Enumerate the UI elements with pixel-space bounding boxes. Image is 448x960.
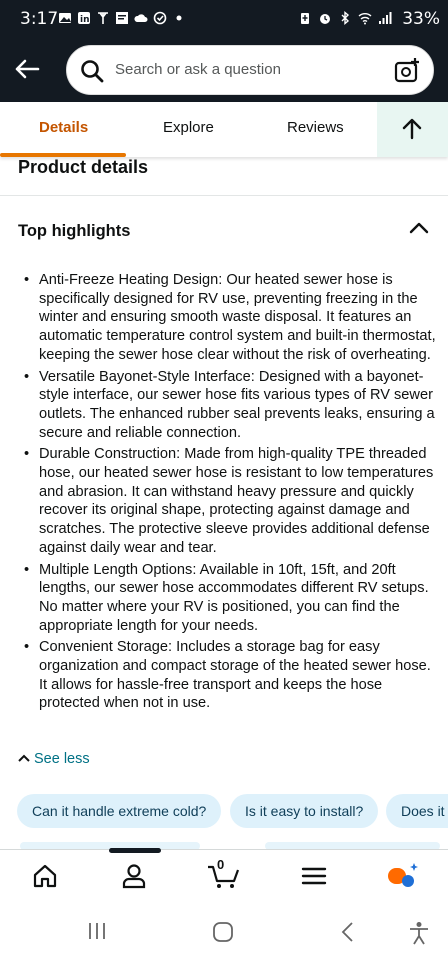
- signal-icon: [378, 11, 392, 25]
- top-highlights-heading[interactable]: Top highlights: [18, 222, 131, 240]
- bluetooth-icon: [338, 11, 352, 25]
- caret-up-icon: [18, 753, 30, 763]
- back-button-icon[interactable]: [338, 921, 358, 943]
- dot-icon: [172, 11, 186, 25]
- app-notification-icon: [115, 11, 129, 25]
- linkedin-icon: [77, 11, 91, 25]
- accessibility-icon[interactable]: [408, 921, 430, 945]
- question-chip[interactable]: Does it: [386, 794, 448, 828]
- battery-saver-icon: [298, 11, 312, 25]
- cloud-icon: [134, 11, 148, 25]
- question-chip[interactable]: Is it easy to install?: [230, 794, 378, 828]
- status-bar: [0, 0, 448, 40]
- wifi-icon: [358, 11, 372, 25]
- list-item: • Convenient Storage: Includes a storage bag for easy organization and compact storage of the heated sewer hose. It allows for hassle-free transport and keeps the hose protected when not in use.: [24, 638, 436, 713]
- status-time: 3:17: [20, 9, 59, 29]
- cart-count: 0: [217, 857, 225, 872]
- search-placeholder[interactable]: Search or ask a question: [115, 61, 281, 78]
- android-navigation-bar: [0, 905, 448, 960]
- bottom-navigation: [0, 849, 448, 905]
- see-less-link[interactable]: [18, 751, 90, 767]
- search-icon: [79, 58, 105, 84]
- product-tabs: [0, 102, 448, 157]
- notification-icons: [58, 11, 186, 25]
- battery-level: 33%: [402, 9, 440, 29]
- question-chip[interactable]: Can it handle extreme cold?: [17, 794, 221, 828]
- search-header: [0, 40, 448, 102]
- gallery-icon: [58, 11, 72, 25]
- account-icon[interactable]: [120, 862, 148, 890]
- tab-explore[interactable]: Explore: [163, 119, 214, 136]
- menu-icon[interactable]: [300, 862, 328, 890]
- see-less-label[interactable]: See less: [34, 751, 90, 767]
- arrow-up-icon: [401, 118, 423, 140]
- scroll-to-top-button[interactable]: [377, 102, 448, 157]
- svg-text:in: in: [80, 15, 90, 25]
- back-arrow-icon[interactable]: [12, 54, 42, 84]
- home-button-icon[interactable]: [212, 921, 234, 943]
- list-item: • Durable Construction: Made from high-quality TPE threaded hose, our heated sewer hose is resistant to low temperatures and abrasion. It can withstand heavy pressure and quickly recover its original shape, protecting against damage and scratches. The protective sleeve provides additional defense against daily wear and tear.: [24, 445, 436, 557]
- list-item: • Anti-Freeze Heating Design: Our heated sewer hose is specifically designed for RV use, preventing freezing in the winter and ensuring smooth waste disposal. It features an automatic temperature control system and built-in thermostat, keeping the sewer hose clear without the risk of overheating.: [24, 271, 436, 365]
- chevron-up-icon[interactable]: [408, 220, 430, 236]
- section-title: Product details: [18, 157, 149, 177]
- home-icon[interactable]: [31, 862, 59, 890]
- tab-reviews[interactable]: Reviews: [287, 119, 344, 136]
- camera-search-icon[interactable]: [393, 57, 421, 85]
- cart-button[interactable]: [207, 857, 241, 890]
- rufus-icon[interactable]: [387, 862, 419, 890]
- recent-apps-icon[interactable]: [87, 921, 107, 941]
- antenna-icon: [96, 11, 110, 25]
- tab-details[interactable]: Details: [39, 119, 89, 136]
- alarm-icon: [318, 11, 332, 25]
- system-icons: [298, 11, 392, 25]
- list-item: • Versatile Bayonet-Style Interface: Designed with a bayonet-style interface, our sewer hose fits various types of RV sewer outlets. The enhanced rubber seal prevents leaks, ensuring a secure and reliable connection.: [24, 368, 436, 443]
- list-item: • Multiple Length Options: Available in 10ft, 15ft, and 20ft lengths, our sewer hose accommodates different RV setups. No matter where your RV is positioned, you can find the appropriate length for your needs.: [24, 561, 436, 636]
- highlights-list: [24, 271, 436, 713]
- check-circle-icon: [153, 11, 167, 25]
- search-bar[interactable]: [66, 45, 434, 95]
- divider: [0, 195, 448, 196]
- active-nav-indicator: [109, 848, 161, 853]
